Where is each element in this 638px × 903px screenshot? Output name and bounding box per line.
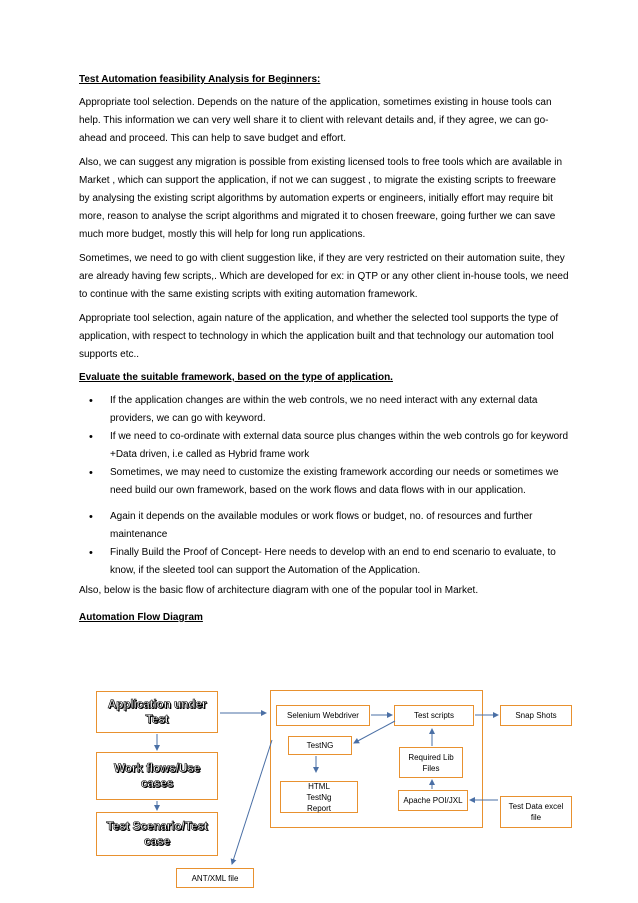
framework-list: [79, 392, 569, 500]
snap-shots-box: Snap Shots: [500, 705, 572, 726]
paragraph: Appropriate tool selection, again nature of the application, and whether the selected tool supports the type of application, with respect to technology in which the application built and that technology our automation tool supports etc..: [79, 313, 559, 360]
list-item: • If we need to co-ordinate with external data source plus changes within the web controls go for keyword +Data driven, i.e called as Hybrid frame work: [79, 428, 569, 464]
ant-xml-box: ANT/XML file: [176, 868, 254, 888]
html-report-box: HTML TestNg Report: [280, 781, 358, 813]
application-under-test-box: Application under Test: [96, 691, 218, 733]
list-item: • Sometimes, we may need to customize the existing framework according our needs or sometimes we need build our own framework, based on the work flows and data flows with in our application.: [79, 464, 569, 500]
test-scenario-box: Test Scenario/Test case: [96, 812, 218, 856]
apache-poi-box: Apache POI/JXL: [398, 790, 468, 811]
list-item: • If the application changes are within the web controls, we no need interact with any external data providers, we can go with keyword.: [79, 392, 569, 428]
selenium-webdriver-box: Selenium Webdriver: [276, 705, 370, 726]
diagram-heading: Automation Flow Diagram: [79, 612, 203, 623]
test-scripts-box: Test scripts: [394, 705, 474, 726]
list-item: • Again it depends on the available modules or work flows or budget, no. of resources and further maintenance: [79, 508, 569, 544]
document-body: [79, 72, 569, 632]
paragraph: Sometimes, we need to go with client suggestion like, if they are very restricted on their automation suite, they are already having few scripts,. Which are developed for ex: in QTP or any other client in-house tools, we need to continue with the same existing scripts with exiting automation framework.: [79, 253, 569, 300]
paragraph: Appropriate tool selection. Depends on the nature of the application, sometimes existing in house tools can help. This information we can very well share it to client with relevant details and, if they agree, we can go-ahead and proceed. This can help to save budget and effort.: [79, 97, 552, 144]
paragraph: Also, we can suggest any migration is possible from existing licensed tools to free tools which are available in Market , which can support the application, if not we can suggest , to migrate the existing scripts to freeware by analysing the existing script algorithms by automation experts or engineers, initially effort may require bit more, reason to analyse the script algorithms and migrated it to chosen freeware, going further we can save much more budget, mostly this will help for long run applications.: [79, 157, 563, 240]
framework-heading: Evaluate the suitable framework, based on the type of application.: [79, 372, 393, 383]
testng-box: TestNG: [288, 736, 352, 755]
closing-text: Also, below is the basic flow of architecture diagram with one of the popular tool in Market.: [79, 585, 479, 596]
work-flows-box: Work flows/Use cases: [96, 752, 218, 800]
framework-list-2: [79, 508, 569, 580]
feasibility-heading: Test Automation feasibility Analysis for Beginners:: [79, 74, 321, 85]
list-item: • Finally Build the Proof of Concept- Here needs to develop with an end to end scenario to evaluate, to know, if the sleeted tool can support the Automation of the Application.: [79, 544, 569, 580]
test-data-box: Test Data excel file: [500, 796, 572, 828]
required-lib-box: Required Lib Files: [399, 747, 463, 778]
